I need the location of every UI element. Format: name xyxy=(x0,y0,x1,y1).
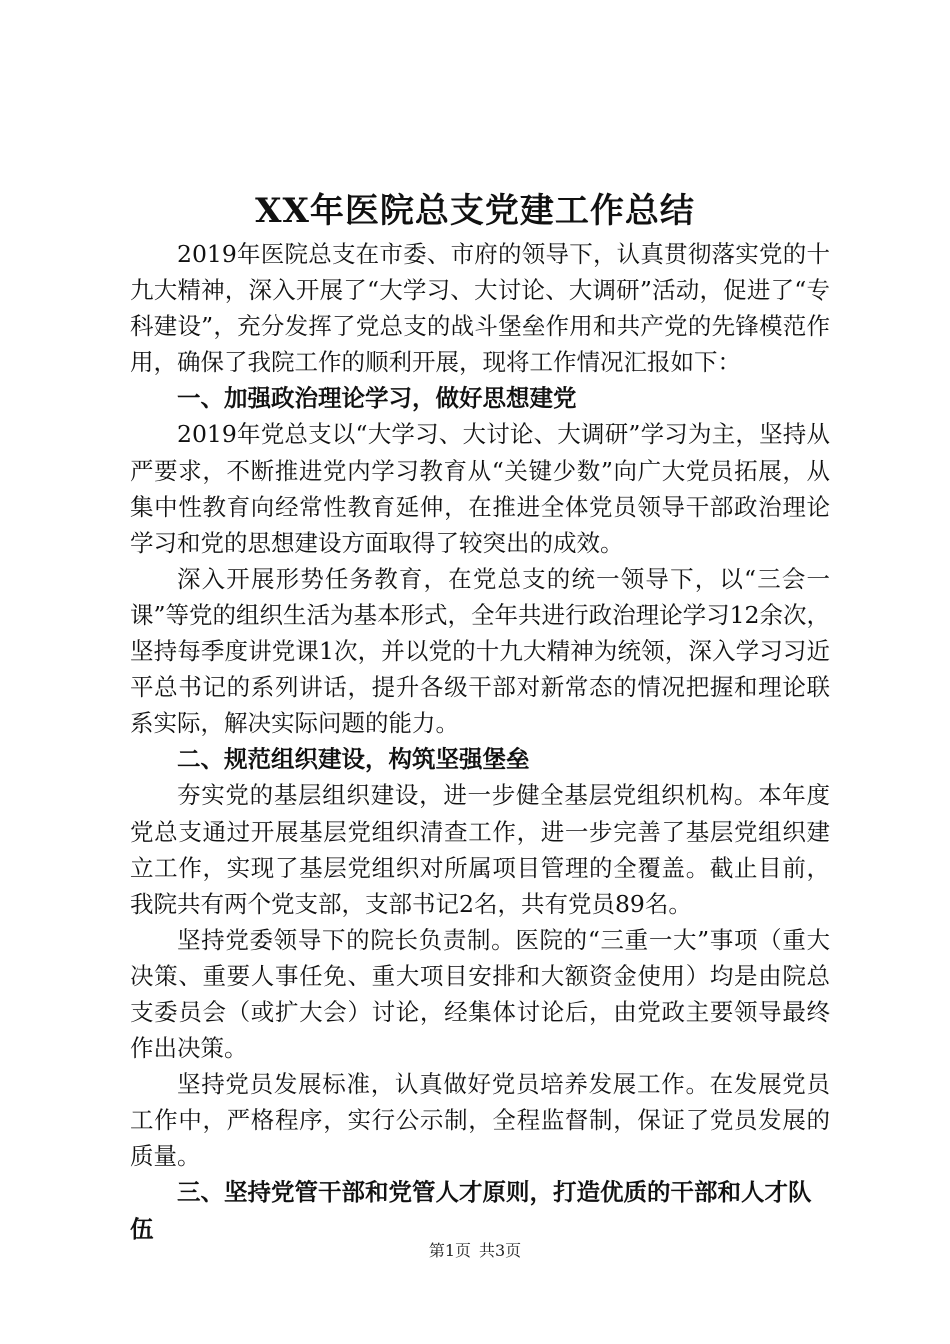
document-body xyxy=(130,236,830,1247)
section-heading: 二、规范组织建设，构筑坚强堡垒 xyxy=(177,745,530,774)
body-paragraph: 深入开展形势任务教育，在党总支的统一领导下，以“三会一课”等党的组织生活为基本形式，全年共进行政治理论学习12余次，坚持每季度讲党课1次，并以党的十九大精神为统领，深入学习习近平总书记的系列讲话，提升各级干部对新常态的情况把握和理论联系实际，解决实际问题的能力。 xyxy=(130,564,830,738)
page-footer xyxy=(0,1239,950,1263)
body-paragraph: 2019年党总支以“大学习、大讨论、大调研”学习为主，坚持从严要求，不断推进党内学习教育从“关键少数”向广大党员拓展，从集中性教育向经常性教育延伸，在推进全体党员领导干部政治理论学习和党的思想建设方面取得了较突出的成效。 xyxy=(130,420,830,557)
body-paragraph: 夯实党的基层组织建设，进一步健全基层党组织机构。本年度党总支通过开展基层党组织清查工作，进一步完善了基层党组织建立工作，实现了基层党组织对所属项目管理的全覆盖。截止目前，我院共有两个党支部，支部书记2名，共有党员89名。 xyxy=(130,781,830,918)
document-title: XX年医院总支党建工作总结 xyxy=(255,191,695,231)
section-heading: 三、坚持党管干部和党管人才原则，打造优质的干部和人才队伍 xyxy=(130,1178,812,1243)
page-total: 共3页 xyxy=(479,1241,522,1260)
body-paragraph: 坚持党委领导下的院长负责制。医院的“三重一大”事项（重大决策、重要人事任免、重大项目安排和大额资金使用）均是由院总支委员会（或扩大会）讨论，经集体讨论后，由党政主要领导最终作出决策。 xyxy=(130,925,830,1063)
page-number: 第1页 xyxy=(428,1241,471,1260)
body-paragraph: 2019年医院总支在市委、市府的领导下，认真贯彻落实党的十九大精神，深入开展了“大学习、大讨论、大调研”活动，促进了“专科建设”，充分发挥了党总支的战斗堡垒作用和共产党的先锋模范作用，确保了我院工作的顺利开展，现将工作情况汇报如下： xyxy=(130,240,830,377)
body-paragraph: 坚持党员发展标准，认真做好党员培养发展工作。在发展党员工作中，严格程序，实行公示制，全程监督制，保证了党员发展的质量。 xyxy=(130,1070,830,1171)
section-heading: 一、加强政治理论学习，做好思想建党 xyxy=(177,384,577,413)
